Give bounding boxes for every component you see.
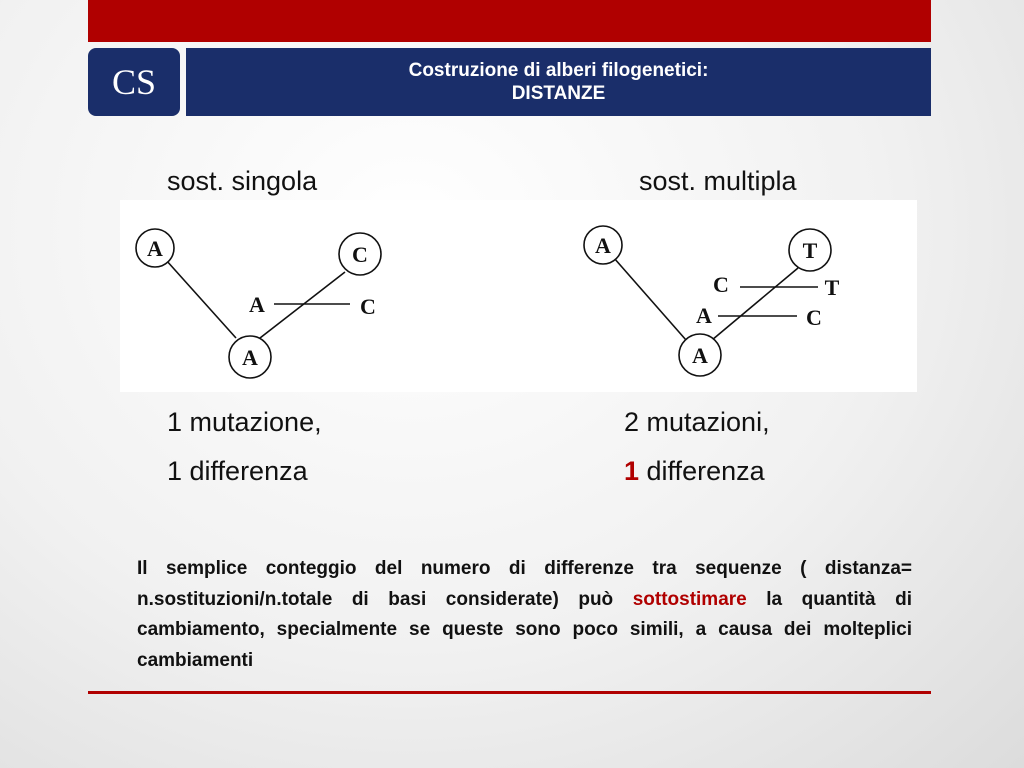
slide-title bbox=[186, 48, 931, 116]
branch-left bbox=[166, 260, 236, 338]
right-result-text: differenza bbox=[639, 456, 765, 486]
branch-right bbox=[260, 272, 345, 338]
substitution-2-to: C bbox=[806, 305, 822, 330]
left-result-mutations: 1 mutazione, bbox=[167, 407, 322, 437]
cs-logo: CS bbox=[88, 48, 180, 116]
paragraph-highlight: sottostimare bbox=[632, 588, 747, 610]
bottom-red-rule bbox=[88, 691, 931, 694]
substitution-2-from: A bbox=[696, 303, 712, 328]
right-result-differences bbox=[624, 456, 765, 487]
tree-single bbox=[136, 229, 381, 378]
substitution-from: A bbox=[249, 292, 265, 317]
title-line-1: Costruzione di alberi filogenetici: bbox=[408, 60, 709, 81]
left-result-differences: 1 differenza bbox=[167, 456, 308, 486]
right-result-mutations: 2 mutazioni, bbox=[624, 407, 770, 437]
branch-left bbox=[614, 258, 686, 340]
paragraph-part-2: la quantità di cambiamento, specialmente se queste sono poco simili, a causa dei molteplici cambiamenti bbox=[137, 588, 912, 671]
label-multiple-substitution: sost. multipla bbox=[639, 166, 797, 196]
explanation-paragraph bbox=[137, 554, 912, 676]
node-top-left: A bbox=[595, 233, 611, 258]
top-red-bar bbox=[88, 0, 931, 42]
substitution-to: C bbox=[360, 294, 376, 319]
tree-diagrams bbox=[120, 200, 917, 392]
substitution-1-to: T bbox=[824, 275, 840, 300]
substitution-1-from: C bbox=[713, 272, 729, 297]
label-single-substitution: sost. singola bbox=[167, 166, 318, 196]
node-top-right: T bbox=[802, 238, 818, 263]
title-line-2: DISTANZE bbox=[511, 83, 606, 104]
node-top-left: A bbox=[147, 236, 163, 261]
right-result-number: 1 bbox=[624, 456, 640, 486]
node-bottom: A bbox=[242, 345, 258, 370]
node-bottom: A bbox=[692, 343, 708, 368]
diagram-panel bbox=[120, 200, 917, 392]
node-top-right: C bbox=[352, 242, 368, 267]
paragraph-part-1: Il semplice conteggio del numero di differenze tra sequenze ( distanza= n.sostituzioni/n.totale di basi considerate) può bbox=[137, 558, 912, 610]
tree-multiple bbox=[584, 226, 840, 376]
